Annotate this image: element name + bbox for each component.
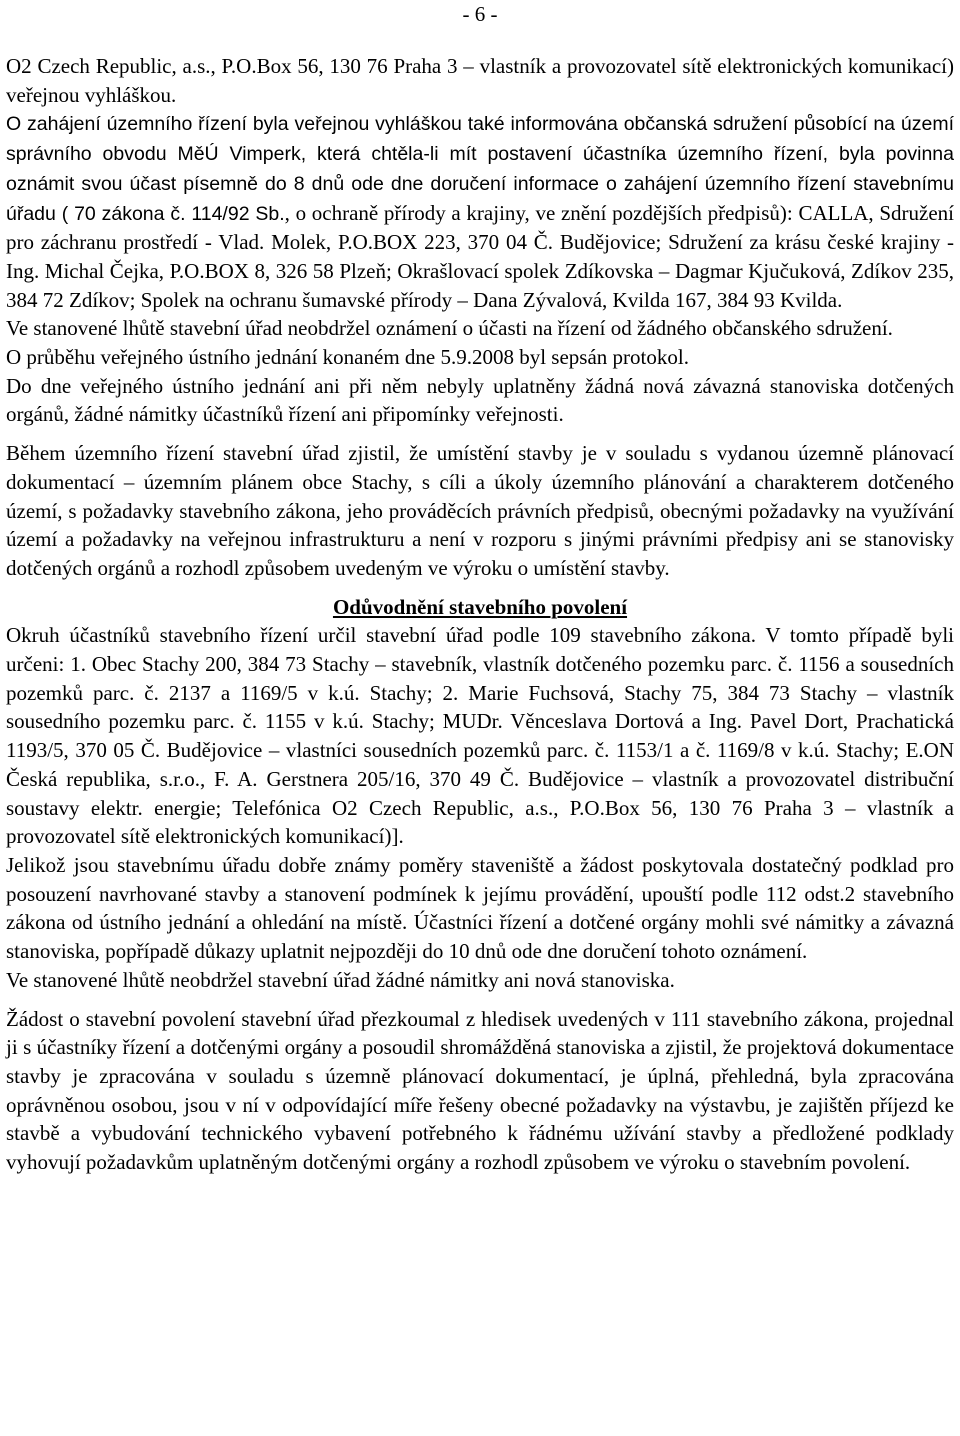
paragraph-no-objections: Do dne veřejného ústního jednání ani při něm nebyly uplatněny žádná nová závazná stanoviska dotčených orgánů, žádné námitky účastníků řízení ani připomínky veřejnosti. [6, 373, 954, 427]
section-heading: Odůvodnění stavebního povolení [332, 594, 628, 619]
paragraph-civic-associations [6, 109, 954, 314]
page-number: - 6 - [462, 2, 498, 26]
document-body [6, 52, 954, 1177]
paragraph-protocol: O průběhu veřejného ústního jednání konaném dne 5.9.2008 byl sepsán protokol. [6, 345, 689, 370]
paragraph-no-hearing: Jelikož jsou stavebnímu úřadu dobře známy poměry staveniště a žádost poskytovala dostatečný podklad pro posouzení navrhované stavby a stanovení podmínek k jejímu provádění, upouští podle 112 odst.2 stavebního zákona od ústního jednání a ohledání na místě. Účastníci řízení a dotčené orgány mohli své námitky a závazná stanoviska, popřípadě důkazy uplatnit nejpozději do 10 dnů ode dne doručení tohoto oznámení. [6, 852, 954, 964]
paragraph-participants: Okruh účastníků stavebního řízení určil stavební úřad podle 109 stavebního zákona. V tomto případě byli určeni: 1. Obec Stachy 200, 384 73 Stachy – stavebník, vlastník dotčeného pozemku parc. č. 1156 a sousedních pozemků parc. č. 2137 a 1169/5 v k.ú. Stachy; 2. Marie Fuchsová, Stachy 75, 384 73 Stachy – vlastník sousedního pozemku parc. č. 1155 v k.ú. Stachy; MUDr. Věnceslava Dortová a Ing. Pavel Dort, Prachatická 1193/5, 370 05 Č. Budějovice – vlastníci sousedních pozemků parc. č. 1153/1 a č. 1169/8 v k.ú. Stachy; E.ON Česká republika, s.r.o., F. A. Gerstnera 205/16, 370 49 Č. Budějovice – vlastník a provozovatel distribuční soustavy elektr. energie; Telefónica O2 Czech Republic, a.s., P.O.Box 56, 130 76 Praha 3 – vlastník a provozovatel sítě elektronických komunikací)]. [6, 623, 954, 849]
paragraph-civic-associations-serif: , o ochraně přírody a krajiny, ve znění pozdějších předpisů): CALLA, Sdružení pro záchranu prostředí - Vlad. Molek, P.O.BOX 223, 370 04 Č. Budějovice; Sdružení za krásu české krajiny - Ing. Michal Čejka, P.O.BOX 8, 326 58 Plzeň; Okrašlovací spolek Zdíkovska – Dagmar Kjučuková, Zdíkov 235, 384 72 Zdíkov; Spolek na ochranu šumavské přírody – Dana Zývalová, Kvilda 167, 384 93 Kvilda. [6, 200, 955, 312]
paragraph-o2-owner: O2 Czech Republic, a.s., P.O.Box 56, 130 76 Praha 3 – vlastník a provozovatel sítě elektronických komunikací) veřejnou vyhláškou. [6, 54, 954, 107]
paragraph-no-notice: Ve stanovené lhůtě stavební úřad neobdržel oznámení o účasti na řízení od žádného občanského sdružení. [6, 316, 893, 341]
paragraph-no-new-statements: Ve stanovené lhůtě neobdržel stavební úřad žádné námitky ani nová stanoviska. [6, 967, 675, 992]
paragraph-zoning-conclusion: Během územního řízení stavební úřad zjistil, že umístění stavby je v souladu s vydanou územně plánovací dokumentací – územním plánem obce Stachy, s cíli a úkoly územního plánování a charakterem dotčeného území, s požadavky stavebního zákona, jeho prováděcích právních předpisů, obecnými požadavky na využívání území a požadavky na veřejnou infrastrukturu a není v rozporu s jinými právními předpisy ani se stanovisky dotčených orgánů a rozhodl způsobem uvedeným ve výroku o umístění stavby. [6, 441, 954, 580]
paragraph-civic-associations-sans: O zahájení územního řízení byla veřejnou vyhláškou také informována občanská sdružení působící na území správního obvodu MěÚ Vimperk, která chtěla-li mít postavení účastníka územního řízení, byla povinna oznámit svou účast písemně do 8 dnů ode dne doručení informace o zahájení územního řízení stavebnímu úřadu ( 70 zákona č. 114/92 Sb. [6, 113, 954, 225]
paragraph-permit-review: Žádost o stavební povolení stavební úřad přezkoumal z hledisek uvedených v 111 stavebního zákona, projednal ji s účastníky řízení a dotčenými orgány a posoudil shromážděná stanoviska a zjistil, že projektová dokumentace stavby je zpracována v souladu s územně plánovací dokumentací, je úplná, přehledná, byla zpracována oprávněnou osobou, jsou v ní v odpovídající míře řešeny obecné požadavky na výstavbu, je zajištěn příjezd ke stavbě a vybudování technického vybavení potřebného k řádnému užívání stavby a předložené podklady vyhovují požadavkům uplatněným dotčenými orgány a rozhodl způsobem ve výroku o stavebním povolení. [6, 1006, 954, 1175]
